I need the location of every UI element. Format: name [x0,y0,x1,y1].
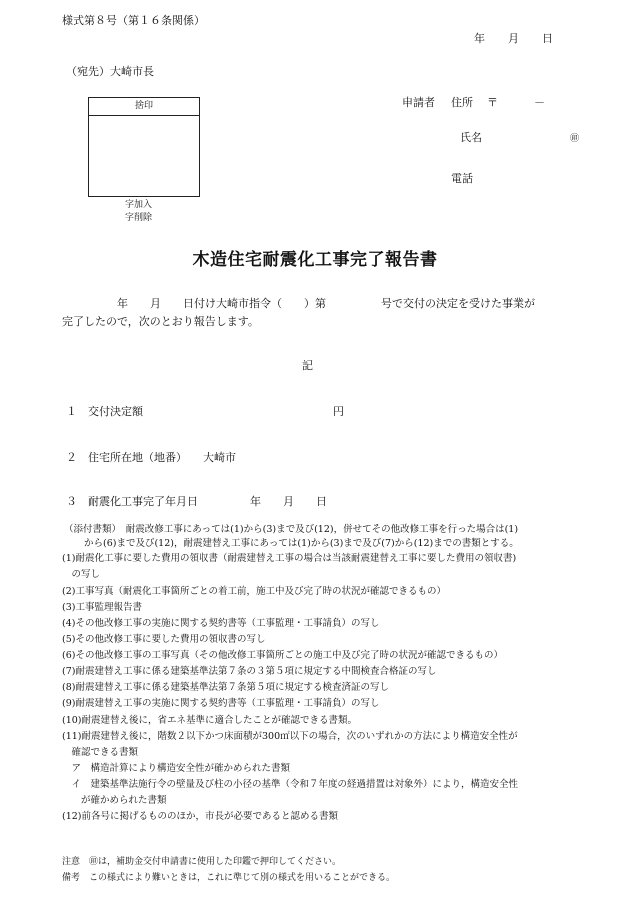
date-year-label: 年 [474,32,485,45]
attachment-line: (8)耐震建替え工事に係る建築基準法第７条第５項に規定する検査済証の写し [62,682,389,693]
ki-label: 記 [302,359,313,372]
item-2-number: ２ [66,451,77,464]
attachment-line: (5)その他改修工事に要した費用の領収書の写し [62,634,266,645]
date-month-label: 月 [508,32,519,45]
attachment-line: (2)工事写真（耐震化工事箇所ごとの着工前，施工中及び完了時の状況が確認できるもの） [62,586,446,597]
attachments-intro-1: （添付書類） 耐震改修工事にあっては(1)から(3)まで及び(12)，併せてその他改修工事を行った場合は(1) [64,524,519,535]
attachment-line: (4)その他改修工事の実施に関する契約書等（工事監理・工事請負）の写し [62,618,380,629]
attachment-line: (6)その他改修工事の工事写真（その他改修工事箇所ごとの施工中及び完了時の状況が確認できるもの） [62,650,503,661]
item-2-label: 住宅所在地（地番） [88,451,187,464]
body-line-2: 完了したので，次のとおり報告します。 [62,315,259,328]
attachment-line: (10)耐震建替え後に，省エネ基準に適合したことが確認できる書類。 [62,715,358,726]
body-line-1: 年 月 日付け大崎市指令（ ）第 号で交付の決定を受けた事業が [62,297,535,310]
stamp-box [88,97,200,197]
document-title: 木造住宅耐震化工事完了報告書 [192,250,438,270]
stamp-label: 捨印 [89,98,199,116]
item-3-number: ３ [66,495,77,508]
stamp-delete-note: 字削除 [125,213,153,223]
attachment-line: (7)耐震建替え工事に係る建築基準法第７条の３第５項に規定する中間検査合格証の写し [62,666,437,677]
item-1-number: １ [66,405,77,418]
attachment-line: ア 構造計算により構造安全性が確かめられた書類 [62,763,291,774]
seal-mark: ㊞ [570,134,580,144]
note-remark: 備考 この様式により難いときは，これに準じて別の様式を用いることができる。 [62,873,396,883]
item-2-value: 大崎市 [203,451,236,464]
item-3-value: 年 月 日 [250,495,327,508]
date-day-label: 日 [542,32,553,45]
attachment-line: (9)耐震建替え工事の実施に関する契約書等（工事監理・工事請負）の写し [62,698,380,709]
attachment-line: (11)耐震建替え後に，階数２以下かつ床面積が300㎡以下の場合，次のいずれかの方法により構造安全性が [62,731,518,742]
phone-label: 電話 [451,172,473,185]
address-label: 住所 [451,96,473,109]
attachment-line: の写し [62,569,101,580]
stamp-add-note: 字加入 [125,200,153,210]
postal-mark: 〒 [487,96,498,109]
addressee: （宛先）大崎市長 [66,65,154,78]
form-number: 様式第８号（第１６条関係） [62,14,205,27]
attachment-line: が確かめられた書類 [62,795,167,806]
note-caution: 注意 ㊞は，補助金交付申請書に使用した印鑑で押印してください。 [62,857,342,867]
attachments-intro-2: から(6)まで及び(12)，耐震建替え工事にあっては(1)から(3)まで及び(7)から(12)までの書類とする。 [84,538,519,549]
item-1-label: 交付決定額 [88,405,143,418]
item-1-value: 円 [333,405,344,418]
attachment-line: (1)耐震化工事に要した費用の領収書（耐震建替え工事の場合は当該耐震建替え工事に要した費用の領収書) [62,553,517,564]
item-3-label: 耐震化工事完了年月日 [88,495,198,508]
attachment-line: 確認できる書類 [62,747,139,758]
postal-dash: － [534,96,545,109]
attachment-line: (3)工事監理報告書 [62,602,142,613]
attachment-line: イ 建築基準法施行令の壁量及び柱の小径の基準（令和７年度の経過措置は対象外）により，構造安全性 [62,779,519,790]
applicant-label: 申請者 [402,96,435,109]
attachment-line: (12)前各号に掲げるもののほか，市長が必要であると認める書類 [62,811,339,822]
name-label: 氏名 [460,131,482,144]
